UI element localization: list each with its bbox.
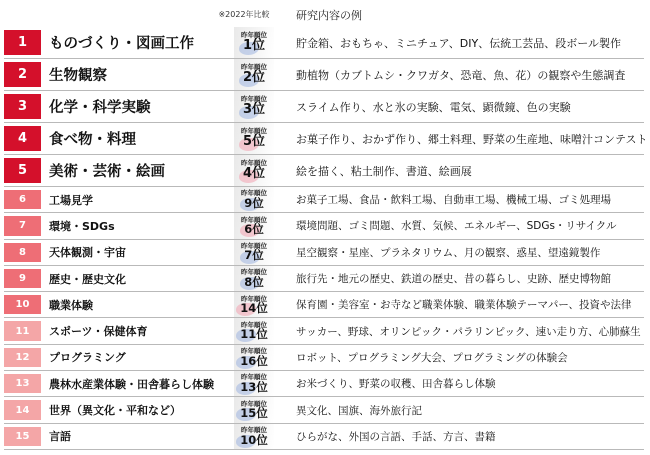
previous-rank-label: 昨年順位 bbox=[241, 159, 267, 168]
category-label: 言語 bbox=[49, 430, 71, 444]
previous-rank-cell bbox=[234, 155, 274, 186]
previous-rank-label: 昨年順位 bbox=[241, 320, 267, 329]
previous-rank-label: 昨年順位 bbox=[241, 31, 267, 40]
previous-rank-value: 3位 bbox=[242, 101, 266, 117]
category-label: 生物観察 bbox=[49, 68, 107, 84]
table-row bbox=[4, 155, 644, 187]
research-examples: スライム作り、水と氷の実験、電気、顕微鏡、色の実験 bbox=[296, 100, 571, 114]
rank-number-badge: 8 bbox=[4, 243, 41, 262]
previous-rank-cell bbox=[234, 123, 274, 154]
previous-rank-label: 昨年順位 bbox=[241, 347, 267, 356]
rank-number-badge: 9 bbox=[4, 269, 41, 288]
table-row bbox=[4, 397, 644, 423]
previous-rank-value: 2位 bbox=[242, 69, 266, 85]
rank-number-badge: 13 bbox=[4, 374, 41, 393]
previous-rank-value: 15位 bbox=[240, 406, 268, 421]
previous-rank-value: 1位 bbox=[242, 37, 266, 53]
previous-rank-label: 昨年順位 bbox=[241, 127, 267, 136]
category-label: 化学・科学実験 bbox=[49, 100, 151, 116]
previous-rank-cell bbox=[234, 318, 274, 343]
previous-rank-label: 昨年順位 bbox=[241, 215, 267, 224]
previous-rank-cell bbox=[234, 91, 274, 122]
previous-rank-cell bbox=[234, 27, 274, 58]
table-row bbox=[4, 27, 644, 59]
previous-rank-cell bbox=[234, 292, 274, 317]
research-examples: 星空観察・星座、プラネタリウム、月の観察、惑星、望遠鏡製作 bbox=[296, 246, 601, 259]
category-label: 職業体験 bbox=[49, 298, 93, 312]
research-examples: 旅行先・地元の歴史、鉄道の歴史、昔の暮らし、史跡、歴史博物館 bbox=[296, 273, 611, 286]
category-label: 天体観測・宇宙 bbox=[49, 246, 126, 260]
previous-rank-label: 昨年順位 bbox=[241, 426, 267, 435]
category-label: 世界（異文化・平和など） bbox=[49, 404, 181, 418]
research-examples: お菓子作り、おかず作り、郷土料理、野菜の生産地、味噌汁コンテスト bbox=[296, 132, 648, 146]
category-label: 歴史・歴史文化 bbox=[49, 272, 126, 286]
research-examples: お米づくり、野菜の収穫、田舎暮らし体験 bbox=[296, 378, 496, 391]
previous-rank-label: 昨年順位 bbox=[241, 399, 267, 408]
previous-rank-label: 昨年順位 bbox=[241, 373, 267, 382]
rank-number-badge: 1 bbox=[4, 30, 41, 55]
research-examples: サッカー、野球、オリンピック・パラリンピック、速い走り方、心肺蘇生 bbox=[296, 325, 641, 338]
research-examples: 動植物（カブトムシ・クワガタ、恐竜、魚、花）の観察や生態調査 bbox=[296, 68, 626, 82]
previous-rank-value: 5位 bbox=[242, 133, 266, 149]
table-row bbox=[4, 213, 644, 239]
rank-number-badge: 15 bbox=[4, 427, 41, 446]
previous-rank-value: 4位 bbox=[242, 165, 266, 181]
table-row bbox=[4, 266, 644, 292]
previous-rank-value: 13位 bbox=[240, 379, 268, 394]
rank-number-badge: 12 bbox=[4, 348, 41, 367]
previous-rank-cell bbox=[234, 424, 274, 449]
rank-number-badge: 7 bbox=[4, 216, 41, 235]
table-row bbox=[4, 187, 644, 213]
previous-rank-label: 昨年順位 bbox=[241, 63, 267, 72]
previous-rank-value: 10位 bbox=[240, 432, 268, 447]
category-label: 食べ物・料理 bbox=[49, 132, 136, 148]
ranking-table bbox=[4, 27, 648, 450]
previous-rank-value: 8位 bbox=[244, 274, 264, 289]
previous-rank-cell bbox=[234, 240, 274, 265]
previous-rank-value: 11位 bbox=[240, 327, 268, 342]
table-row bbox=[4, 59, 644, 91]
previous-rank-value: 6位 bbox=[244, 222, 264, 237]
research-examples: ロボット、プログラミング大会、プログラミングの体験会 bbox=[296, 351, 568, 364]
comparison-note: ※2022年比較 bbox=[218, 10, 270, 19]
category-label: ものづくり・図画工作 bbox=[49, 36, 194, 52]
table-row bbox=[4, 424, 644, 450]
previous-rank-label: 昨年順位 bbox=[241, 95, 267, 104]
rank-number-badge: 5 bbox=[4, 158, 41, 183]
previous-rank-cell bbox=[234, 266, 274, 291]
previous-rank-label: 昨年順位 bbox=[241, 189, 267, 198]
table-row bbox=[4, 123, 648, 155]
research-examples: 異文化、国旗、海外旅行記 bbox=[296, 404, 422, 417]
category-label: 農林水産業体験・田舎暮らし体験 bbox=[49, 377, 214, 391]
previous-rank-label: 昨年順位 bbox=[241, 268, 267, 277]
category-label: 工場見学 bbox=[49, 193, 93, 207]
table-row bbox=[4, 371, 644, 397]
previous-rank-cell bbox=[234, 213, 274, 238]
rank-number-badge: 10 bbox=[4, 295, 41, 314]
previous-rank-label: 昨年順位 bbox=[241, 294, 267, 303]
previous-rank-value: 7位 bbox=[244, 248, 264, 263]
research-examples: お菓子工場、食品・飲料工場、自動車工場、機械工場、ゴミ処理場 bbox=[296, 194, 611, 207]
rank-number-badge: 11 bbox=[4, 321, 41, 340]
rank-number-badge: 14 bbox=[4, 400, 41, 419]
rank-number-badge: 3 bbox=[4, 94, 41, 119]
research-examples: 保育園・美容室・お寺など職業体験、職業体験テーマパー、投資や法律 bbox=[296, 299, 632, 312]
previous-rank-cell bbox=[234, 397, 274, 422]
rank-number-badge: 2 bbox=[4, 62, 41, 87]
rank-number-badge: 4 bbox=[4, 126, 41, 151]
category-label: スポーツ・保健体育 bbox=[49, 325, 148, 339]
category-label: 美術・芸術・絵画 bbox=[49, 164, 165, 180]
table-row bbox=[4, 292, 644, 318]
research-examples: 絵を描く、粘土制作、書道、絵画展 bbox=[296, 164, 472, 178]
research-examples: 貯金箱、おもちゃ、ミニチュア、DIY、伝統工芸品、段ボール製作 bbox=[296, 36, 622, 50]
research-examples: 環境問題、ゴミ問題、水質、気候、エネルギー、SDGs・リサイクル bbox=[296, 220, 617, 233]
examples-column-title: 研究内容の例 bbox=[296, 9, 362, 22]
previous-rank-value: 14位 bbox=[240, 301, 268, 316]
previous-rank-value: 9位 bbox=[244, 195, 264, 210]
previous-rank-cell bbox=[234, 345, 274, 370]
table-row bbox=[4, 91, 644, 123]
previous-rank-cell bbox=[234, 59, 274, 90]
previous-rank-cell bbox=[234, 187, 274, 212]
rank-number-badge: 6 bbox=[4, 190, 41, 209]
table-row bbox=[4, 345, 644, 371]
table-row bbox=[4, 318, 644, 344]
category-label: プログラミング bbox=[49, 351, 126, 365]
previous-rank-label: 昨年順位 bbox=[241, 241, 267, 250]
category-label: 環境・SDGs bbox=[49, 219, 115, 233]
research-examples: ひらがな、外国の言語、手話、方言、書籍 bbox=[296, 430, 496, 443]
previous-rank-cell bbox=[234, 371, 274, 396]
previous-rank-value: 16位 bbox=[240, 353, 268, 368]
table-row bbox=[4, 240, 644, 266]
